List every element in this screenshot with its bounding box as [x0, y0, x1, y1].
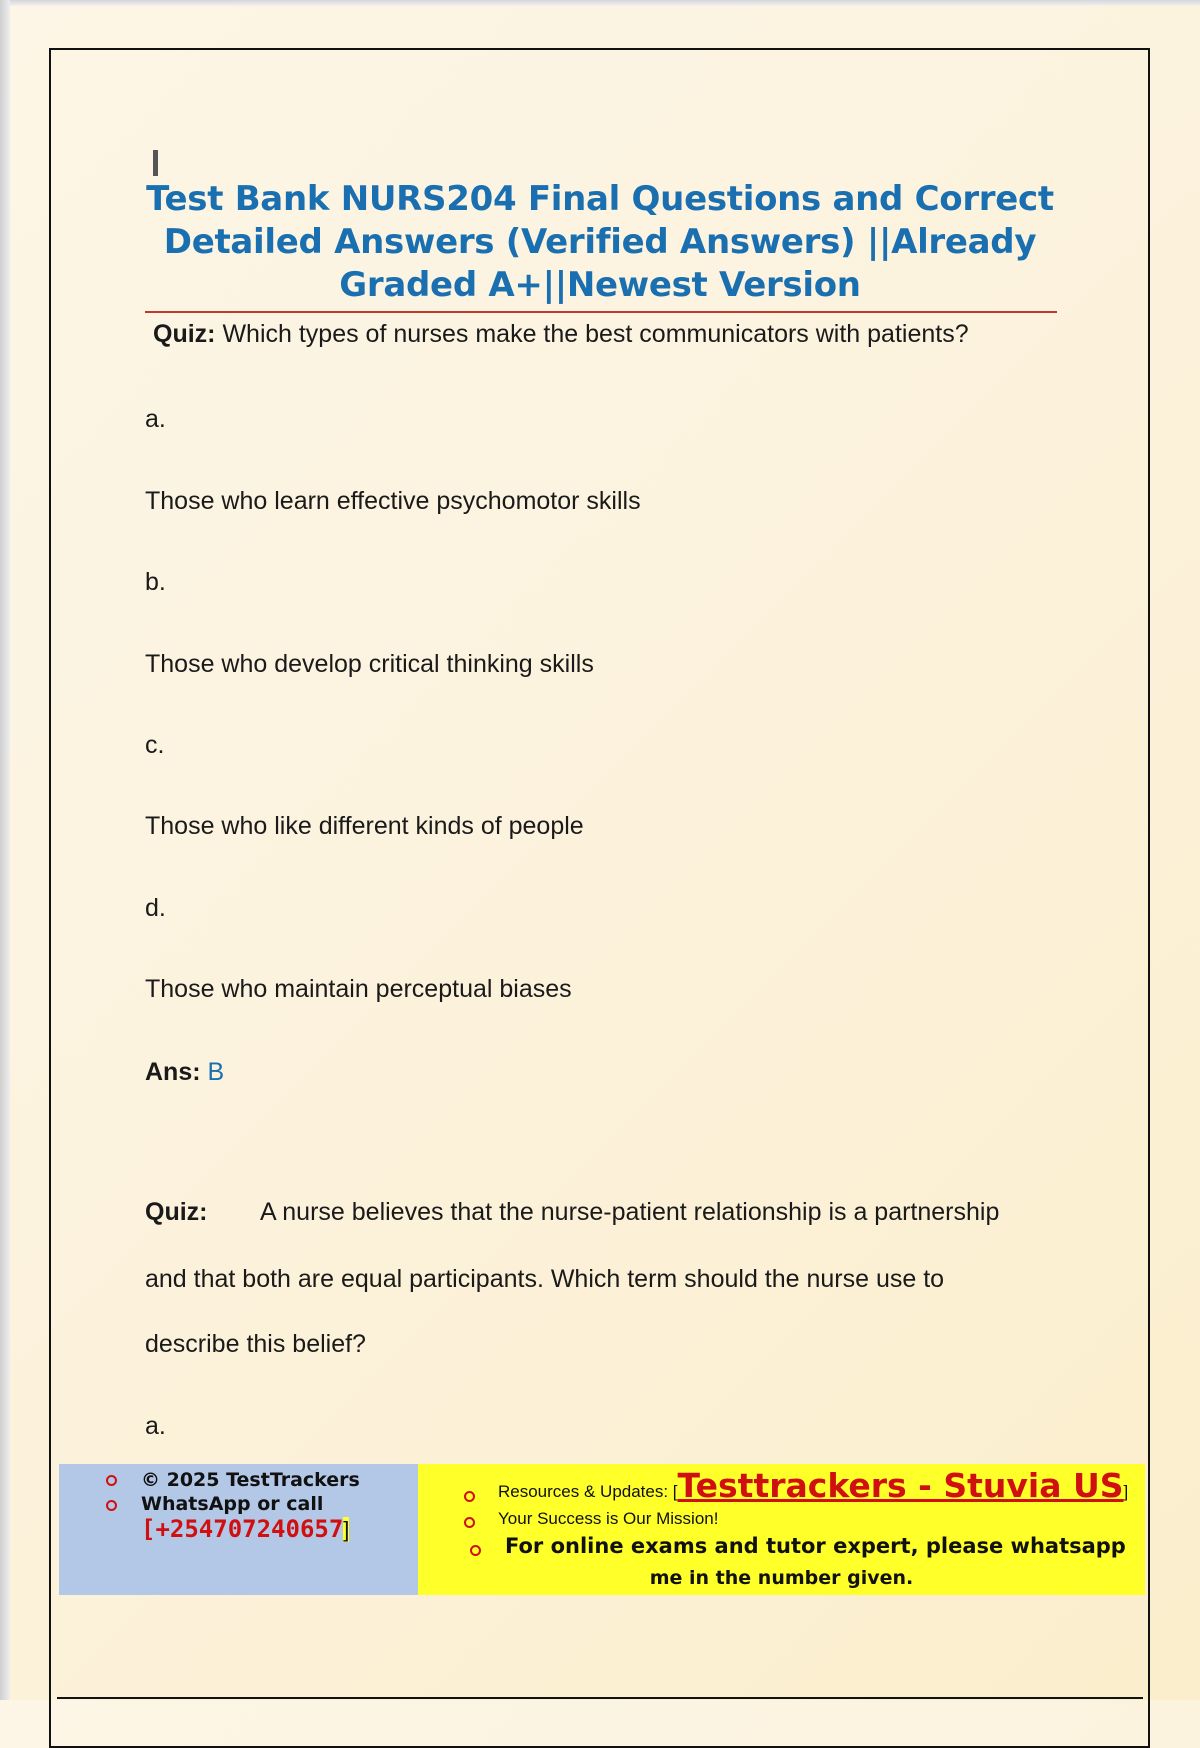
bullet-icon	[464, 1517, 475, 1528]
bullet-icon	[106, 1475, 117, 1486]
q1-option-d-letter: d.	[145, 894, 166, 922]
bullet-icon	[106, 1500, 117, 1511]
q1-question: Which types of nurses make the best communicators with patients?	[222, 320, 969, 348]
footer-whatsapp-label: WhatsApp or call	[141, 1493, 324, 1515]
footer-online-line-1: For online exams and tutor expert, please whatsapp	[505, 1534, 1126, 1558]
q2-question-line-1: A nurse believes that the nurse-patient relationship is a partnership	[260, 1198, 1000, 1226]
document-title	[145, 178, 1055, 307]
q1-answer-value: B	[207, 1058, 225, 1086]
footer-phone[interactable]: [+254707240657]	[141, 1515, 350, 1543]
title-line-3: Graded A+||Newest Version	[339, 265, 861, 305]
q1-stem	[153, 320, 969, 349]
q1-option-b-text: Those who develop critical thinking skills	[145, 650, 594, 678]
q2-question-line-3: describe this belief?	[145, 1330, 366, 1358]
q1-option-a-text: Those who learn effective psychomotor skills	[145, 487, 641, 515]
footer-contact-panel	[59, 1464, 418, 1595]
page-left-shadow	[0, 0, 10, 1700]
page-bottom-rule	[57, 1697, 1143, 1699]
text-cursor-mark	[153, 150, 158, 176]
footer-resources: Resources & Updates: [Testtrackers - Stuvia US]	[498, 1466, 1129, 1505]
footer-copyright: © 2025 TestTrackers	[141, 1469, 360, 1491]
title-line-1: Test Bank NURS204 Final Questions and Correct	[146, 179, 1054, 219]
q1-option-a-letter: a.	[145, 405, 166, 433]
q2-question-line-2: and that both are equal participants. Which term should the nurse use to	[145, 1265, 945, 1293]
q2-label: Quiz:	[145, 1198, 208, 1226]
footer-mission: Your Success is Our Mission!	[498, 1509, 719, 1528]
footer-resources-panel	[418, 1464, 1145, 1595]
footer-resources-link[interactable]: Testtrackers - Stuvia US	[677, 1466, 1124, 1505]
q1-option-d-text: Those who maintain perceptual biases	[145, 975, 572, 1003]
footer-online-line-2: me in the number given.	[649, 1567, 914, 1589]
title-underline	[145, 311, 1057, 313]
q2-option-a-letter: a.	[145, 1412, 166, 1440]
page-top-shadow	[0, 0, 1200, 6]
q1-answer	[145, 1058, 224, 1087]
title-line-2: Detailed Answers (Verified Answers) ||Already	[163, 222, 1037, 262]
q2-stem-line-1	[145, 1198, 999, 1227]
q1-option-c-letter: c.	[145, 731, 165, 759]
q1-label: Quiz:	[153, 320, 216, 348]
q1-answer-label: Ans:	[145, 1058, 201, 1086]
q1-option-c-text: Those who like different kinds of people	[145, 812, 584, 840]
footer-phone-number[interactable]: +254707240657	[155, 1515, 344, 1543]
bullet-icon	[470, 1545, 481, 1556]
q1-option-b-letter: b.	[145, 568, 166, 596]
bullet-icon	[464, 1491, 475, 1502]
footer-resources-label: Resources & Updates: [	[498, 1482, 678, 1501]
footer-banner	[59, 1464, 1145, 1595]
